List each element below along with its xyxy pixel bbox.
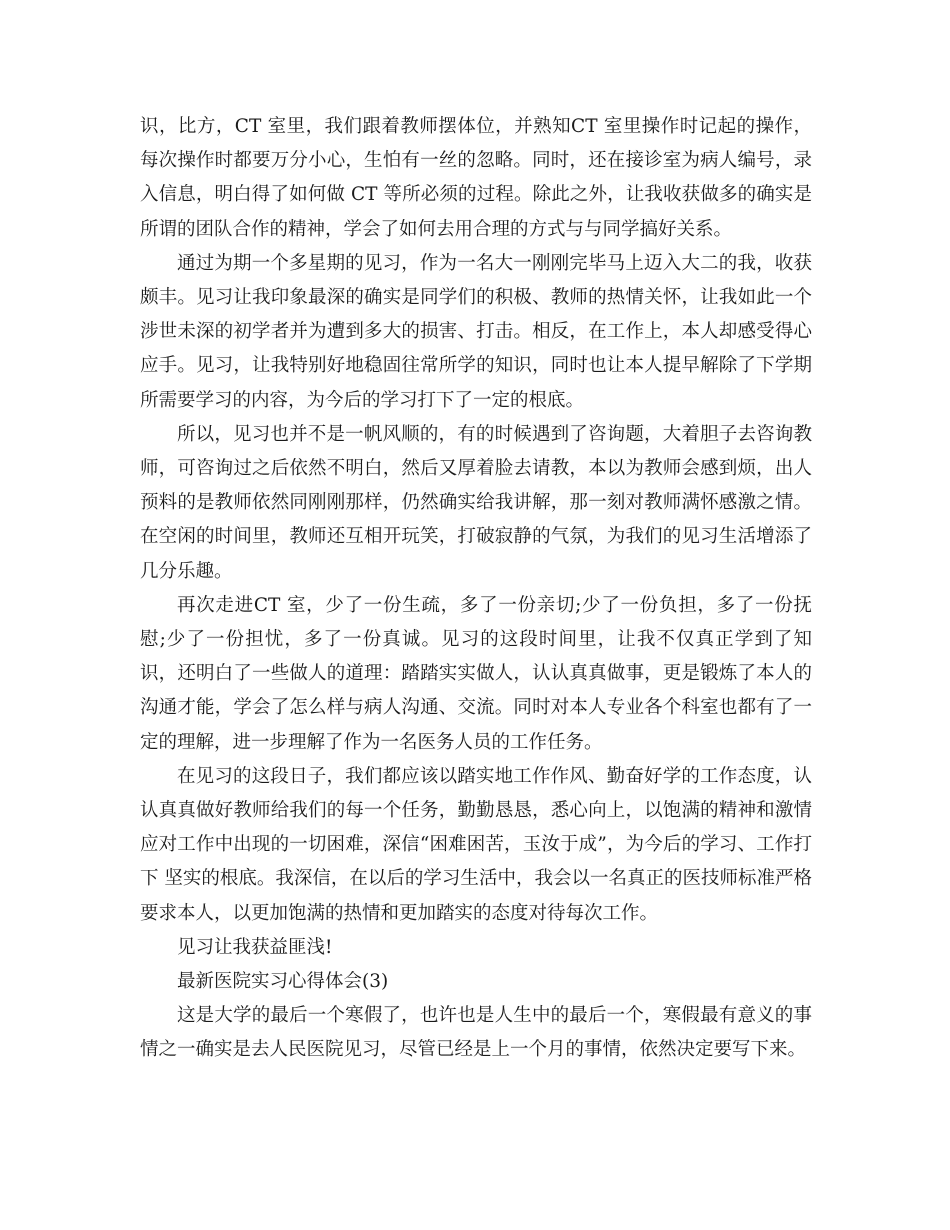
paragraph-7: 这是大学的最后一个寒假了，也许也是人生中的最后一个，寒假最有意义的事情之一确实是去人民医院见习，尽管已经是上一个月的事情，依然决定要写下来。 [140, 1005, 812, 1061]
section-heading: 最新医院实习心得体会(3) [177, 971, 389, 993]
paragraph-4: 再次走进CT 室，少了一份生疏，多了一份亲切;少了一份负担，多了一份抚慰;少了一份担忧，多了一份真诚。见习的这段时间里，让我不仅真正学到了知识，还明白了一些做人的道理：踏踏实实做人，认认真真做事，更是锻炼了本人的沟通才能，学会了怎么样与病人沟通、交流。同时对本人专业各个科室也都有了一定的理解，进一步理解了作为一名医务人员的工作任务。 [140, 594, 812, 753]
paragraph-3: 所以，见习也并不是一帆风顺的，有的时候遇到了咨询题，大着胆子去咨询教师，可咨询过之后依然不明白，然后又厚着脸去请教，本以为教师会感到烦，出人预料的是教师依然同刚刚那样，仍然确实给我讲解，那一刻对教师满怀感激之情。在空闲的时间里，教师还互相开玩笑，打破寂静的气氛，为我们的见习生活增添了几分乐趣。 [140, 423, 812, 582]
paragraph-1: 识，比方，CT 室里，我们跟着教师摆体位，并熟知CT 室里操作时记起的操作，每次操作时都要万分小心，生怕有一丝的忽略。同时，还在接诊室为病人编号，录入信息，明白得了如何做 CT 等所必须的过程。除此之外，让我收获做多的确实是所谓的团队合作的精神，学会了如何去用合理的方式与与同学搞好关系。 [140, 116, 812, 240]
paragraph-6: 见习让我获益匪浅! [177, 936, 333, 958]
paragraph-5: 在见习的这段日子，我们都应该以踏实地工作作风、勤奋好学的工作态度，认认真真做好教师给我们的每一个任务，勤勤恳恳，悉心向上，以饱满的精神和激情应对工作中出现的一切困难，深信“困难困苦，玉汝于成”，为今后的学习、工作打下 坚实的根底。我深信，在以后的学习生活中，我会以一名真正的医技师标准严格要求本人，以更加饱满的热情和更加踏实的态度对待每次工作。 [140, 765, 812, 924]
paragraph-2: 通过为期一个多星期的见习，作为一名大一刚刚完毕马上迈入大二的我，收获颇丰。见习让我印象最深的确实是同学们的积极、教师的热情关怀，让我如此一个涉世未深的初学者并为遭到多大的损害、打击。相反，在工作上，本人却感受得心应手。见习，让我特别好地稳固往常所学的知识，同时也让本人提早解除了下学期所需要学习的内容，为今后的学习打下了一定的根底。 [140, 252, 812, 411]
document-page [140, 110, 812, 1068]
